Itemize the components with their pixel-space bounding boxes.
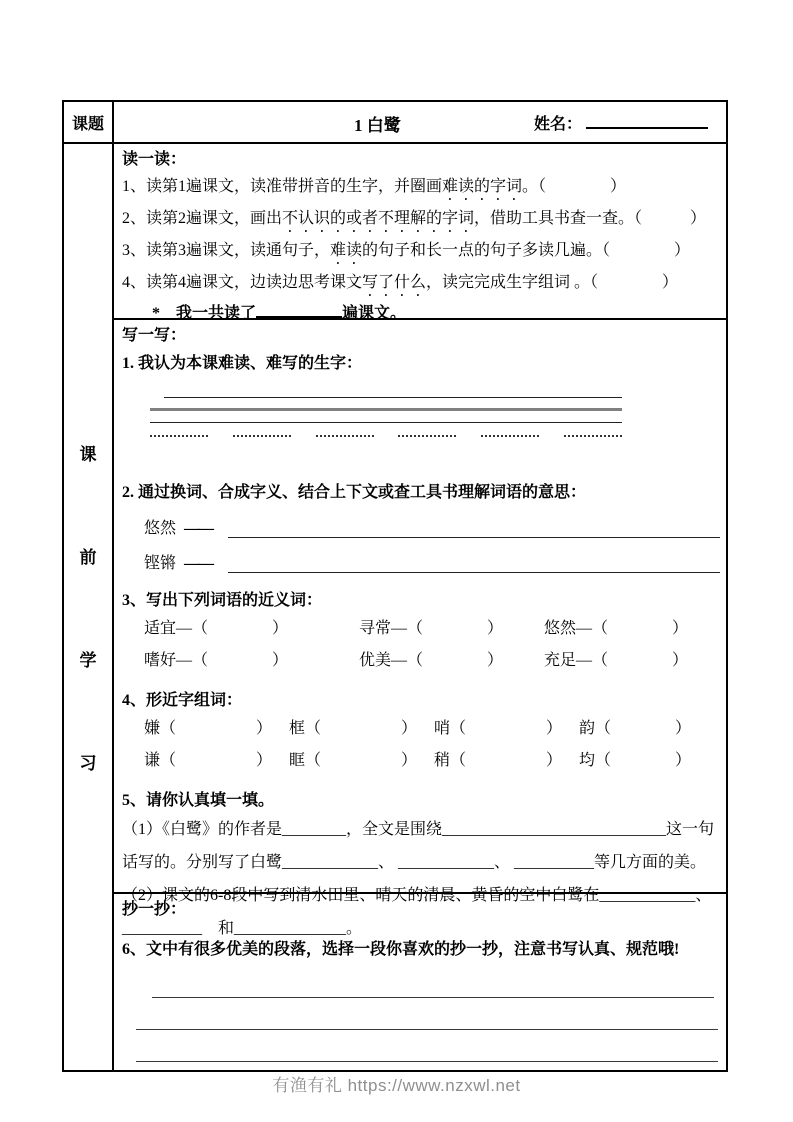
grid-dash-segment xyxy=(150,432,208,437)
main-column xyxy=(114,102,726,1070)
synonym-cell: 悠然—（ ） xyxy=(544,620,689,637)
question-2-label: 2. 通过换词、合成字义、结合上下文或查工具书理解词语的意思： xyxy=(122,484,587,501)
char-cell: 均（ ） xyxy=(579,752,692,769)
sidebar-vertical-label xyxy=(64,144,112,1070)
handwriting-grid xyxy=(150,386,622,437)
read-count-blank-line xyxy=(256,303,342,318)
section-read xyxy=(114,144,726,320)
synonym-row-2 xyxy=(144,645,722,677)
read-heading: 读一读： xyxy=(122,151,187,168)
grid-line-middle-gray xyxy=(150,398,622,411)
grid-dash-segment xyxy=(233,432,291,437)
lesson-title: 1 白鹭 xyxy=(354,116,401,135)
name-label: 姓名： xyxy=(534,116,583,133)
worksheet-table xyxy=(62,100,728,1072)
synonym-cell: 适宜—（ ） xyxy=(144,620,289,637)
sidebar-char-3: 学 xyxy=(79,651,97,670)
read-item-4 xyxy=(122,268,722,300)
read-item-4-pre: 4、读第4遍课文，边读边思考课文 xyxy=(122,274,363,291)
read-summary-pre: * 我一共读了 xyxy=(152,305,257,322)
synonym-cell: 优美—（ ） xyxy=(359,652,504,669)
copy-heading: 抄一抄： xyxy=(122,901,187,918)
name-blank-line xyxy=(586,114,708,129)
subject-label: 课题 xyxy=(64,102,112,144)
char-cell: 稍（ ） xyxy=(434,752,563,769)
char-cell: 嫌（ ） xyxy=(144,720,273,737)
question-5-label: 5、请你认真填一填。 xyxy=(122,792,275,809)
read-item-4-emphasis: 写了什么 xyxy=(362,274,427,291)
char-cell: 眶（ ） xyxy=(289,752,418,769)
read-item-1-emphasis: 难读的字词 xyxy=(442,178,523,195)
question-6-label: 6、文中有很多优美的段落，选择一段你喜欢的抄一抄，注意书写认真、规范哦! xyxy=(122,941,680,958)
question-4-label: 4、形近字组词： xyxy=(122,692,243,709)
read-summary-post: 遍课文。 xyxy=(342,305,407,322)
sidebar-char-4: 习 xyxy=(79,754,97,773)
meaning-blank-line xyxy=(228,520,720,538)
section-copy xyxy=(114,894,726,1070)
read-item-3-pre: 3、读第3遍课文，读通句子， xyxy=(122,242,331,259)
copy-writing-line-2 xyxy=(136,998,718,1030)
char-cell: 框（ ） xyxy=(289,720,418,737)
grid-dash-segment xyxy=(564,432,622,437)
word-meaning-row-1 xyxy=(144,518,720,540)
read-item-3 xyxy=(122,236,722,268)
read-item-1 xyxy=(122,172,722,204)
read-item-2-pre: 2、读第2遍课文，画出 xyxy=(122,210,283,227)
similar-char-row-2 xyxy=(144,745,722,777)
name-field xyxy=(534,111,708,134)
left-column xyxy=(64,102,114,1070)
fill-blank-line-2: 话写的。分别写了白鹭____________、 ____________、 __________等几方面的美。 xyxy=(122,854,707,871)
sidebar-char-2: 前 xyxy=(79,548,97,567)
copy-writing-line-3 xyxy=(136,1030,718,1062)
similar-char-row-1 xyxy=(144,713,722,745)
synonym-cell: 寻常—（ ） xyxy=(359,620,504,637)
grid-dash-segment xyxy=(481,432,539,437)
word-dash: —— xyxy=(184,555,213,572)
copy-writing-line-1 xyxy=(152,988,714,998)
synonym-cell: 嗜好—（ ） xyxy=(144,652,289,669)
grid-line-lower xyxy=(150,411,622,423)
question-3-label: 3、写出下列词语的近义词： xyxy=(122,592,323,609)
fill-blank-line-4: __________ 和______________。 xyxy=(122,920,363,937)
meaning-blank-line xyxy=(228,555,720,573)
fill-blank-line-3: （2）课文的6-8段中写到清水田里、晴天的清晨、黄昏的空中白鹭在____________、 xyxy=(122,887,712,904)
question-1-label: 1. 我认为本课难读、难写的生字： xyxy=(122,355,363,372)
synonym-cell: 充足—（ ） xyxy=(544,652,689,669)
read-item-2-emphasis: 不认识的或者不理解的字词 xyxy=(282,210,475,227)
write-heading: 写一写： xyxy=(122,327,187,344)
read-item-3-post: 的句子和长一点的句子多读几遍。（ ） xyxy=(362,242,691,259)
word-meaning-row-2 xyxy=(144,553,720,575)
grid-dash-segment xyxy=(316,432,374,437)
fill-blank-line-1: （1）《白鹭》的作者是________，全文是围绕____________________________这一句 xyxy=(122,821,715,838)
word-youran: 悠然 xyxy=(144,520,177,537)
grid-line-top xyxy=(164,386,622,398)
read-item-4-post: ，读完完成生字组词 。（ ） xyxy=(426,274,679,291)
header-row xyxy=(114,102,726,144)
char-cell: 哨（ ） xyxy=(434,720,563,737)
read-item-3-emphasis: 难读 xyxy=(330,242,363,259)
read-item-2-post: ，借助工具书查一查。（ ） xyxy=(474,210,707,227)
char-cell: 谦（ ） xyxy=(144,752,273,769)
read-item-1-pre: 1、读第1遍课文，读准带拼音的生字，并圈画 xyxy=(122,178,443,195)
grid-dash-segment xyxy=(398,432,456,437)
char-cell: 韵（ ） xyxy=(579,720,692,737)
read-item-1-post: 。（ ） xyxy=(522,178,627,195)
sidebar-char-1: 课 xyxy=(79,445,97,464)
word-dash: —— xyxy=(184,520,213,537)
synonym-row-1 xyxy=(144,613,722,645)
read-item-2 xyxy=(122,204,722,236)
word-kengqiang: 铿锵 xyxy=(144,555,177,572)
site-watermark: 有渔有礼 https://www.nzxwl.net xyxy=(272,1076,521,1095)
grid-line-dashed xyxy=(150,423,622,437)
